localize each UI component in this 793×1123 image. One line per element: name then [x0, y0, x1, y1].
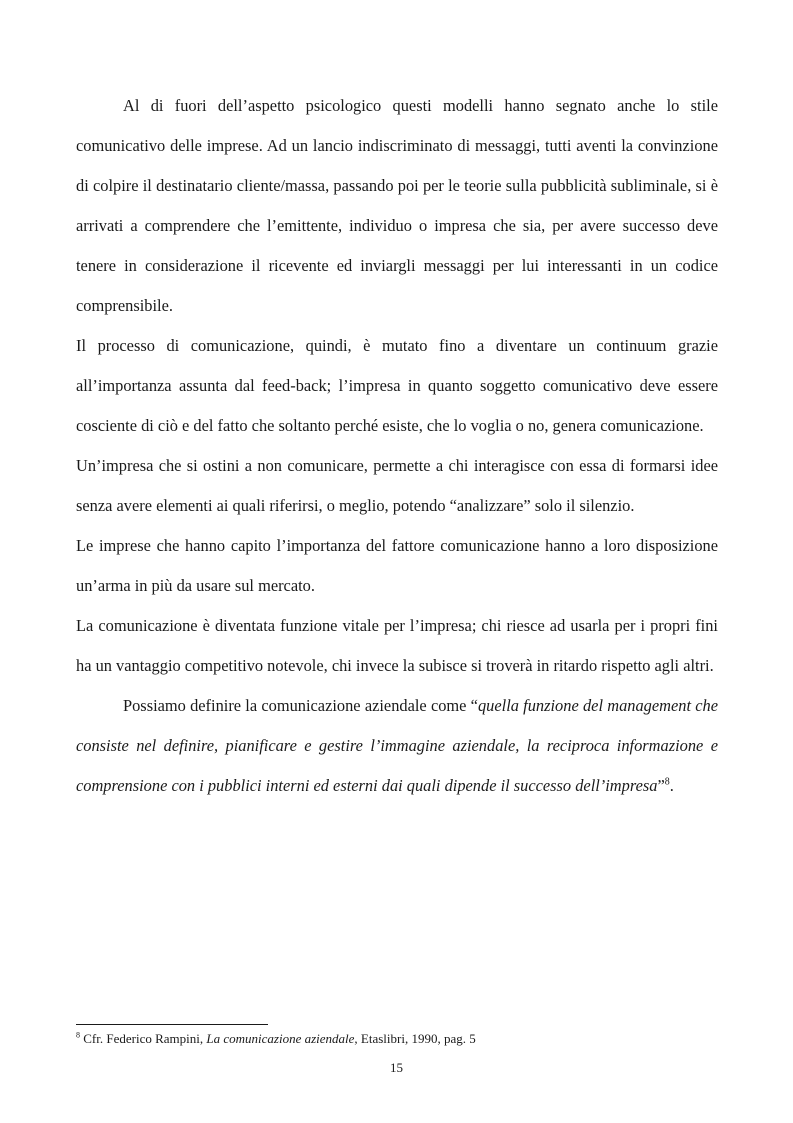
- definition-quote: quella funzione del management che consiste nel definire, pianificare e gestire l’immagine aziendale, la reciproca informazione e comprensione con i pubblici interni ed esterni dai quali dipende il successo dell’impresa: [76, 696, 718, 795]
- footnote-number: 8: [76, 1030, 80, 1040]
- body-text: [76, 86, 718, 806]
- paragraph-5: La comunicazione è diventata funzione vitale per l’impresa; chi riesce ad usarla per i propri fini ha un vantaggio competitivo notevole, chi invece la subisce si troverà in ritardo rispetto agli altri.: [76, 616, 718, 675]
- footnote: [76, 1030, 718, 1048]
- footnote-divider: [76, 1024, 268, 1025]
- definition-intro: Possiamo definire la comunicazione aziendale come “: [123, 696, 478, 715]
- definition-end: .: [669, 776, 674, 795]
- paragraph-4: Le imprese che hanno capito l’importanza del fattore comunicazione hanno a loro disposizione un’arma in più da usare sul mercato.: [76, 536, 718, 595]
- footnote-book-title: La comunicazione aziendale: [206, 1031, 355, 1046]
- paragraph-3: Un’impresa che si ostini a non comunicare, permette a chi interagisce con essa di formarsi idee senza avere elementi ai quali riferirsi, o meglio, potendo “analizzare” solo il silenzio.: [76, 456, 718, 515]
- footnote-prefix: Cfr. Federico Rampini,: [80, 1031, 207, 1046]
- page-number: 15: [390, 1060, 403, 1075]
- footnote-suffix: , Etaslibri, 1990, pag. 5: [354, 1031, 476, 1046]
- paragraph-1: Al di fuori dell’aspetto psicologico questi modelli hanno segnato anche lo stile comunicativo delle imprese. Ad un lancio indiscriminato di messaggi, tutti aventi la convinzione di colpire il destinatario cliente/massa, passando poi per le teorie sulla pubblicità subliminale, si è arrivati a comprendere che l’emittente, individuo o impresa che sia, per avere successo deve tenere in considerazione il ricevente ed inviargli messaggi per lui interessanti in un codice comprensibile.: [76, 96, 718, 315]
- definition-closing-quote: ”: [657, 776, 665, 795]
- definition-paragraph: [76, 686, 718, 806]
- footnote-reference[interactable]: 8: [664, 776, 670, 788]
- paragraph-2: Il processo di comunicazione, quindi, è mutato fino a diventare un continuum grazie all’importanza assunta dal feed-back; l’impresa in quanto soggetto comunicativo deve essere cosciente di ciò e del fatto che soltanto perché esiste, che lo voglia o no, genera comunicazione.: [76, 336, 718, 435]
